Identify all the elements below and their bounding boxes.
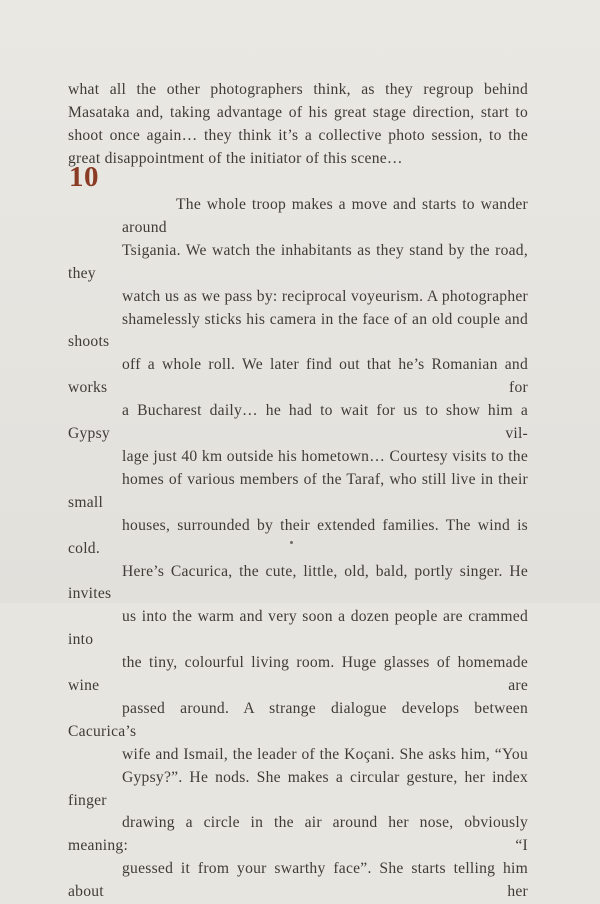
text-line: guessed it from your swarthy face”. She starts telling him about her [68,860,528,901]
paragraph-section-10 [68,194,528,904]
text-line: passed around. A strange dialogue develops between Cacurica’s [68,699,528,740]
text-line: us into the warm and very soon a dozen people are crammed into [68,608,528,649]
text-line: lage just 40 km outside his hometown… Courtesy visits to the [122,447,528,465]
text-line: Here’s Cacurica, the cute, little, old, bald, portly singer. He invites [68,562,528,603]
paragraph-continued [68,79,528,171]
text-line: shamelessly sticks his camera in the face of an old couple and shoots [68,310,528,351]
text-line: homes of various members of the Taraf, who still live in their small [68,470,528,511]
text-line: The whole troop makes a move and starts to wander around [122,196,528,236]
text-line: a Bucharest daily… he had to wait for us to show him a Gypsy vil- [68,402,528,443]
text-line: great disappointment of the initiator of this scene… [68,149,403,167]
text-line: houses, surrounded by their extended families. The wind is cold. [68,516,528,557]
text-line: Masataka and, taking advantage of his great stage direction, start to [68,103,528,121]
text-line: drawing a circle in the air around her nose, obviously meaning: “I [68,814,528,855]
text-line: shoot once again… they think it’s a collective photo session, to the [68,126,528,144]
text-line: Tsigania. We watch the inhabitants as they stand by the road, they [68,241,528,282]
text-line: Gypsy?”. He nods. She makes a circular gesture, her index finger [68,768,528,809]
paper-speck [290,541,293,544]
text-line: watch us as we pass by: reciprocal voyeurism. A photographer [122,287,528,305]
text-line: the tiny, colourful living room. Huge glasses of homemade wine are [68,654,528,695]
text-line: wife and Ismail, the leader of the Koçani. She asks him, “You [122,745,528,763]
section-number: 10 [69,161,99,193]
text-line: what all the other photographers think, as they regroup behind [68,81,528,98]
text-line: off a whole roll. We later find out that he’s Romanian and works for [68,356,528,397]
